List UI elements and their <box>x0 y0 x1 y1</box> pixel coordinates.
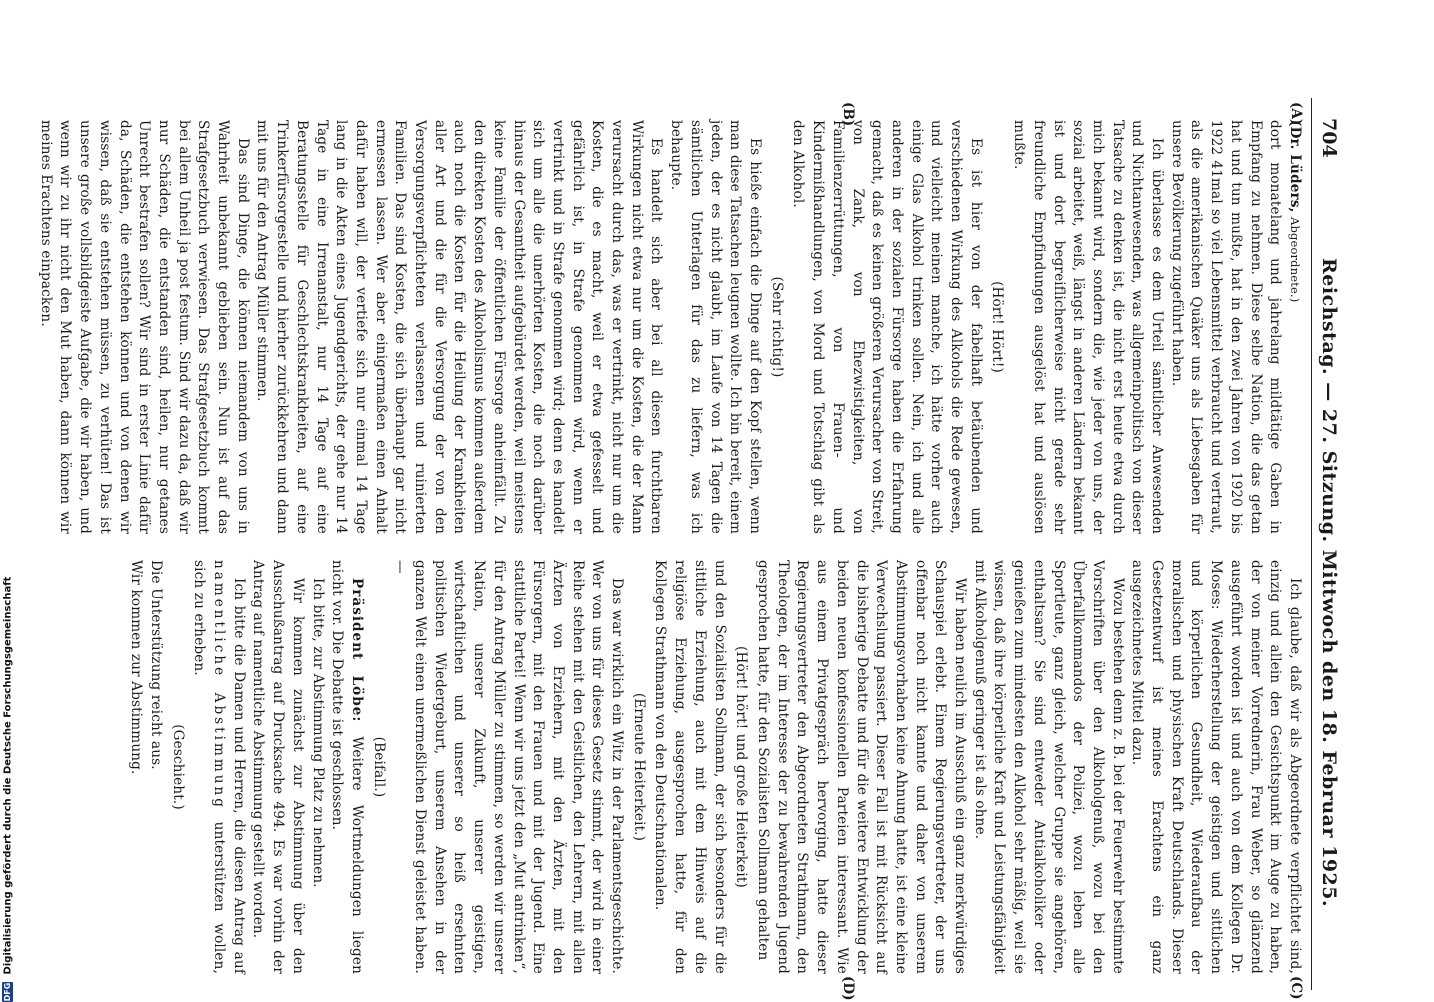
speaker-name: (Dr. Lüders, <box>1287 120 1303 213</box>
digitization-text: Digitalisierung gefördert durch die Deutsche Forschungsgemeinschaft <box>2 576 14 975</box>
interjection: (Hört! hört! und große Heiterkeit) <box>733 646 750 888</box>
interjection: (Geschieht.) <box>169 724 186 810</box>
speaker-role: Abgeordnete.) <box>1288 217 1302 303</box>
running-title: Reichstag. — 27. Sitzung. Mittwoch den 18. Februar 1925. <box>1318 258 1340 908</box>
paragraph: Es handelt sich aber bei all diesen furchtbaren Wirkungen nicht etwa nur um die Kosten, die der Mann verursacht durch das, was er vertrinkt, nicht nur um die Kosten, die es macht, weil er etwa gefesselt und gefährlich ist, in Strafe genommen wird, wenn er vertrinkt und in Strafe genommen wird; denn es handelt sich um alle die unerhörten Kosten, die noch darüber hinaus der Gesamtheit aufgebürdet werden, weil meistens keine Familie der öffentlichen Fürsorge anheimfällt. Zu den direkten Kosten des Alkoholismus kommen außerdem auch noch die Kosten für die Heilung der Krankheiten aller Art und die für die Versorgung der von den Versorgungsverpflichteten verlassenen und ruinierten Familien. Das sind Kosten, die sich überhaupt gar nicht ermessen lassen. Wer aber einigermaßen einen Anhalt dafür haben will, der vertiefe sich nur einmal 14 Tage lang in die Akten eines Jugendgerichts, der gehe nur 14 Tage in eine Irrenanstalt, nur 14 Tage auf eine Beratungsstelle für Geschlechtskrankheiten, auf eine Trinkerfürsorgestelle und hierher zurückkehren und dann mit uns für den Antrag Müller stimmen. <box>254 120 665 534</box>
president-name: Präsident Löbe: <box>348 578 365 723</box>
paragraph: Es hieße einfach die Dinge auf den Kopf stellen, wenn man diese Tatsachen leugnen wollte. Ich bin bereit, einem jeden, der es nicht glaubt, im Laufe von 14 Tagen die sämtlichen Unterlagen für das zu liefern, was ich behaupte. <box>668 120 764 534</box>
president-statement <box>327 560 366 974</box>
paragraph: Wir haben neulich im Ausschuß ein ganz merkwürdiges Schauspiel erlebt. Einem Regierungsvertreter, der uns offenbar noch nicht kannte und daher von unserem Abstimmungsvorhaben keine Ahnung hatte, ist eine kleine Verwechslung passiert. Dieser Fall ist mit Rücksicht auf die bisherige Debatte und für die weitere Entwicklung der beiden neuen konfessionellen Parteien interessant. Wie aus einem Privatgespräch hervorging, hatte dieser Regierungsvertreter den Abgeordneten Strathmann, den Theologen, der im Interesse der zu bewahrenden Jugend gesprochen hatte, für den Sozialisten Sollmann gehalten <box>755 560 969 974</box>
paragraph <box>189 560 248 974</box>
paragraph: und den Sozialisten Sollmann, der sich besonders für die sittliche Erziehung, auch mit dem Hinweis auf die religiöse Erziehung, ausgesprochen hatte, für den Kollegen Strathmann von den Deutschnationalen. <box>652 560 728 974</box>
paragraph: Es ist hier von der fabelhaft betäubenden und verschiedenen Wirkung des Alkohols die Rede gewesen, und vielleicht meinen manche, ich hätte vorher auch einige Glas Alkohol trinken sollen. Nein, ich und alle anderen in der sozialen Fürsorge haben die Erfahrung gemacht, daß es keinen größeren Verursacher von Streit, von Zank, von Ehezwistigkeiten, von Familienzerrüttungen, von Frauen- und Kindermißhandlungen, von Mord und Totschlag gibt als den Alkohol. <box>790 120 984 534</box>
margin-mark-b: (B) <box>840 102 856 127</box>
paragraph: Wozu bestehen denn z. B. bei der Feuerwehr bestimmte Vorschriften über den Alkoholgenuß, wozu bei den Überfallkommandos der Polizei, wozu leben alle Sportleute, ganz gleich, welcher Gruppe sie angehören, enthaltsam? Sie sind entweder Antialkoholiker oder genießen zum mindesten den Alkohol sehr mäßig, weil sie wissen, daß ihre körperliche Kraft und Leistungsfähigkeit mit Alkoholgenuß geringer ist als ohne. <box>971 560 1126 974</box>
text-run: unterstützen wollen, sich zu erheben. <box>191 560 228 974</box>
interjection: (Hört! Hört!) <box>989 281 1006 373</box>
margin-mark-c: (C) <box>1288 976 1304 1000</box>
page-number: 704 <box>1318 118 1340 158</box>
paragraph: Wir kommen zur Abstimmung. <box>128 560 145 775</box>
right-column <box>126 560 1304 974</box>
margin-mark-a: (A) <box>1288 102 1304 126</box>
dfg-logo: DFG <box>3 982 12 1002</box>
interjection: (Sehr richtig!) <box>768 276 785 378</box>
paragraph: Ich überlasse es dem Urteil sämtlicher Anwesenden und Nichtanwesenden, was allgemeinpolitisch von dieser Tatsache zu denken ist, die nicht erst heute etwa durch mich bekannt wird, sondern die, wie jeder von uns, der sozial arbeitet, weiß, längst in anderen Ländern bekannt ist und dort begreiflicherweise nicht gerade sehr freundliche Empfindungen ausgelöst hat und auslösen mußte. <box>1011 120 1166 534</box>
speaker-line <box>1284 120 1304 534</box>
rotated-page <box>37 98 1342 1001</box>
digitization-note <box>2 2 18 1002</box>
interjection: (Beifall.) <box>370 736 387 798</box>
paragraph: Wir kommen zunächst zur Abstimmung über den Ausschußantrag auf Drucksache 494. Es war vorhin der Antrag auf namentliche Abstimmung gestellt worden. <box>250 560 306 974</box>
left-column <box>35 120 1304 534</box>
paragraph: Das sind Dinge, die können niemandem von uns in Wahrheit unbekannt geblieben sein. Nun ist auf das Strafgesetzbuch verwiesen. Das Strafgesetzbuch kommt bei allem Unheil ja post festum. Sind wir dazu da, daß wir nur Schäden, die entstanden sind, heilen, nur getanes Unrecht bestrafen sollen? Wir sind in erster Linie dafür da, Schäden, die entstehen können und von denen wir wissen, daß sie entstehen müssen, zu verhüten! Das ist unsere große vollsbildgeiste Aufgabe, die wir haben, und wenn wir zu ihr nicht den Mut haben, dann können wir meines Erachtens einpacken. <box>37 120 251 534</box>
president-text: Weitere Wortmeldungen liegen nicht vor. Die Debatte ist geschlossen. <box>329 560 365 974</box>
spaced-emphasis: namentliche Abstimmung <box>211 560 228 810</box>
paragraph: Ich bitte, zur Abstimmung Platz zu nehmen. <box>309 578 326 888</box>
paragraph: dort monatelang und jahrelang mildtätige Gaben in Empfang zu nehmen. Diese selbe Nation, die das getan hat und tun mußte, hat in den zwei Jahren von 1920 bis 1922 41mal so viel Lebensmittel verbraucht und vertraut, als die amerikanischen Quäker uns als Liebesgaben für unsere Bevölkerung zugeführt haben. <box>1168 120 1284 534</box>
text-run: Ich bitte die Damen und Herren, die diesen Antrag auf <box>230 578 247 974</box>
paragraph: Die Unterstützung reicht aus. <box>147 560 164 770</box>
paragraph: Das war wirklich ein Witz in der Parlamentsgeschichte. Wer von uns für dieses Gesetz stimmt, der wird in einer Reihe stehen mit den Geistlichen, den Lehrern, mit allen Ärzten von Erziehern, mit den Ärzten, mit den Fürsorgern, mit den Frauen und mit der Jugend. Eine stattliche Partei! Wenn wir uns jetzt den „Mut antrinken“, für den Antrag Müller zu stimmen, so werden wir unserer Nation, unserer Zukunft, unserer geistigen, wirtschaftlichen und unserer so heiß ersehnten politischen Wiedergeburt, unserem Ansehen in der ganzen Welt einen unermeßlichen Dienst geleistet haben. — <box>392 560 626 974</box>
margin-mark-d: (D) <box>840 976 856 1001</box>
page-header <box>1311 98 1342 990</box>
interjection: (Erneute Heiterkeit.) <box>630 692 647 842</box>
paragraph: Ich glaube, daß wir als Abgeordnete verpflichtet sind, einzig und allein den Gesichtspunkt im Auge zu haben, der von meiner Vorrednerin, Frau Weber, so glänzend ausgeführt worden ist und auch von dem Kollegen Dr. Moses: Wiederherstellung der geistigen und sittlichen und körperlichen Gesundheit, Wiederaufbau der moralischen und physischen Kraft Deutschlands. Dieser Gesetzentwurf ist meines Erachtens ein ganz ausgezeichnetes Mittel dazu. <box>1129 560 1303 974</box>
